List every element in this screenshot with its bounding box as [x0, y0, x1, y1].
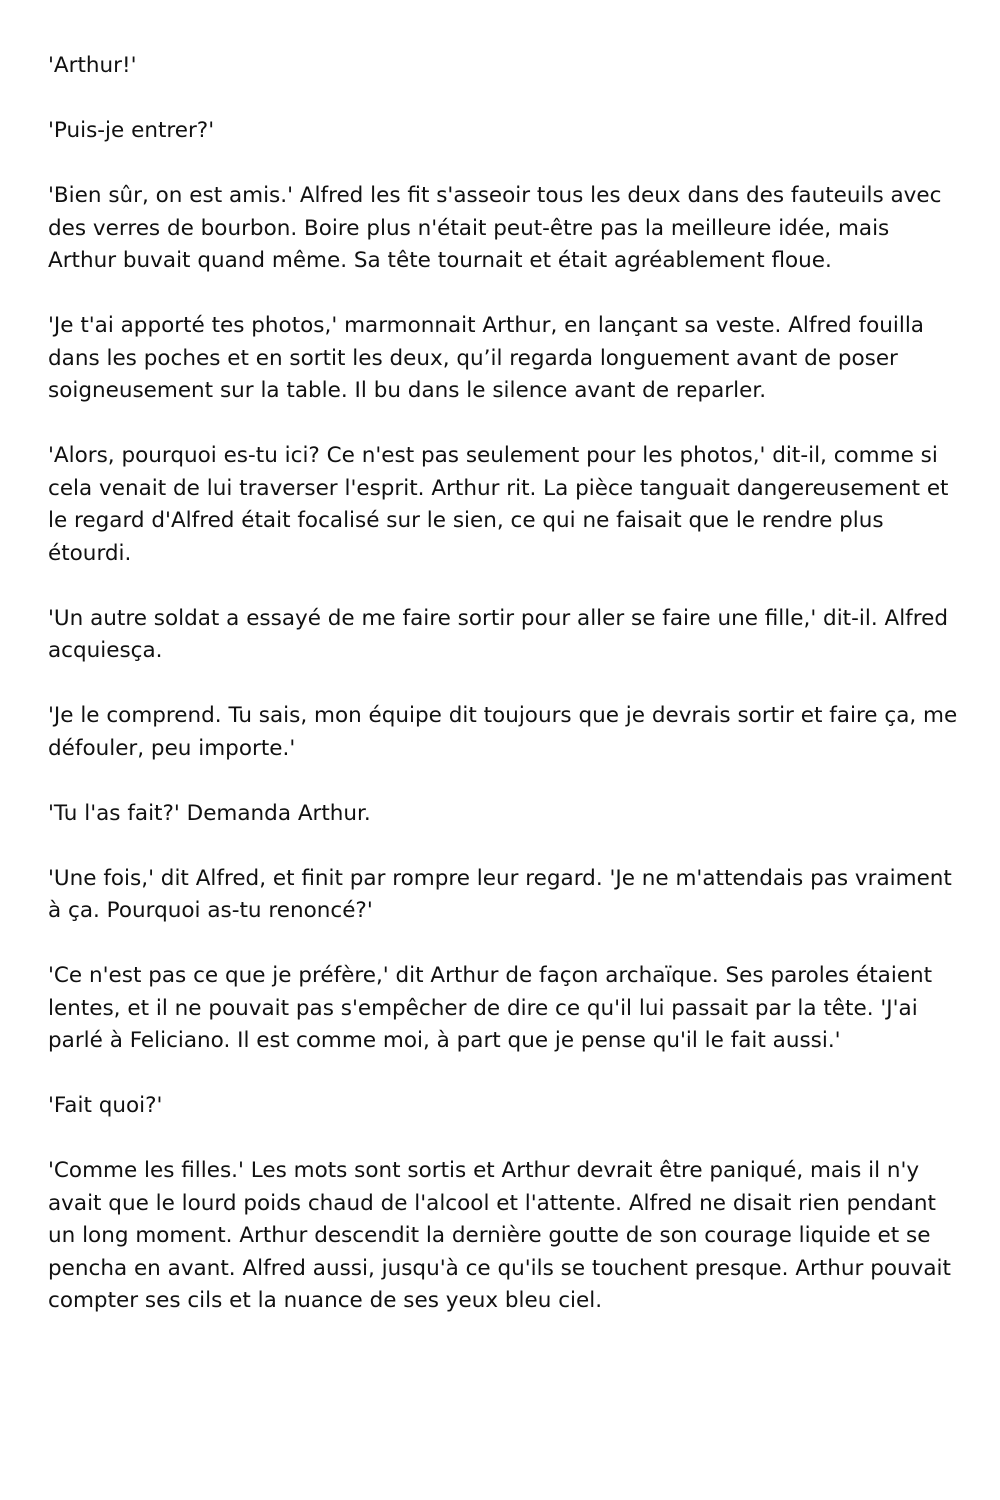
- paragraph: 'Je le comprend. Tu sais, mon équipe dit toujours que je devrais sortir et faire ça, me défouler, peu importe.': [48, 703, 958, 761]
- document-page: [48, 50, 960, 1318]
- paragraph: 'Une fois,' dit Alfred, et finit par rompre leur regard. 'Je ne m'attendais pas vraiment à ça. Pourquoi as-tu renoncé?': [48, 865, 952, 923]
- paragraph: 'Alors, pourquoi es-tu ici? Ce n'est pas seulement pour les photos,' dit-il, comme si cela venait de lui traverser l'esprit. Arthur rit. La pièce tanguait dangereusement et le regard d'Alfred était focalisé sur le sien, ce qui ne faisait que le rendre plus étourdi.: [48, 443, 949, 566]
- paragraph: 'Ce n'est pas ce que je préfère,' dit Arthur de façon archaïque. Ses paroles étaient lentes, et il ne pouvait pas s'empêcher de dire ce qu'il lui passait par la tête. 'J'ai parlé à Feliciano. Il est comme moi, à part que je pense qu'il le fait aussi.': [48, 963, 933, 1053]
- paragraph: 'Fait quoi?': [48, 1093, 163, 1118]
- paragraph: 'Tu l'as fait?' Demanda Arthur.: [48, 800, 371, 826]
- paragraph: 'Arthur!': [48, 53, 137, 78]
- paragraph: 'Bien sûr, on est amis.' Alfred les fit s'asseoir tous les deux dans des fauteuils avec des verres de bourbon. Boire plus n'était peut-être pas la meilleure idée, mais Arthur buvait quand même. Sa tête tournait et était agréablement floue.: [48, 183, 942, 273]
- paragraph: 'Puis-je entrer?': [48, 118, 215, 143]
- paragraph: 'Comme les filles.' Les mots sont sortis et Arthur devrait être paniqué, mais il n'y avait que le lourd poids chaud de l'alcool et l'attente. Alfred ne disait rien pendant un long moment. Arthur descendit la dernière goutte de son courage liquide et se pencha en avant. Alfred aussi, jusqu'à ce qu'ils se touchent presque. Arthur pouvait compter ses cils et la nuance de ses yeux bleu ciel.: [48, 1158, 951, 1313]
- paragraph: 'Un autre soldat a essayé de me faire sortir pour aller se faire une fille,' dit-il. Alfred acquiesça.: [48, 605, 948, 663]
- paragraph: 'Je t'ai apporté tes photos,' marmonnait Arthur, en lançant sa veste. Alfred fouilla dans les poches et en sortit les deux, qu’il regarda longuement avant de poser soigneusement sur la table. Il bu dans le silence avant de reparler.: [48, 313, 924, 403]
